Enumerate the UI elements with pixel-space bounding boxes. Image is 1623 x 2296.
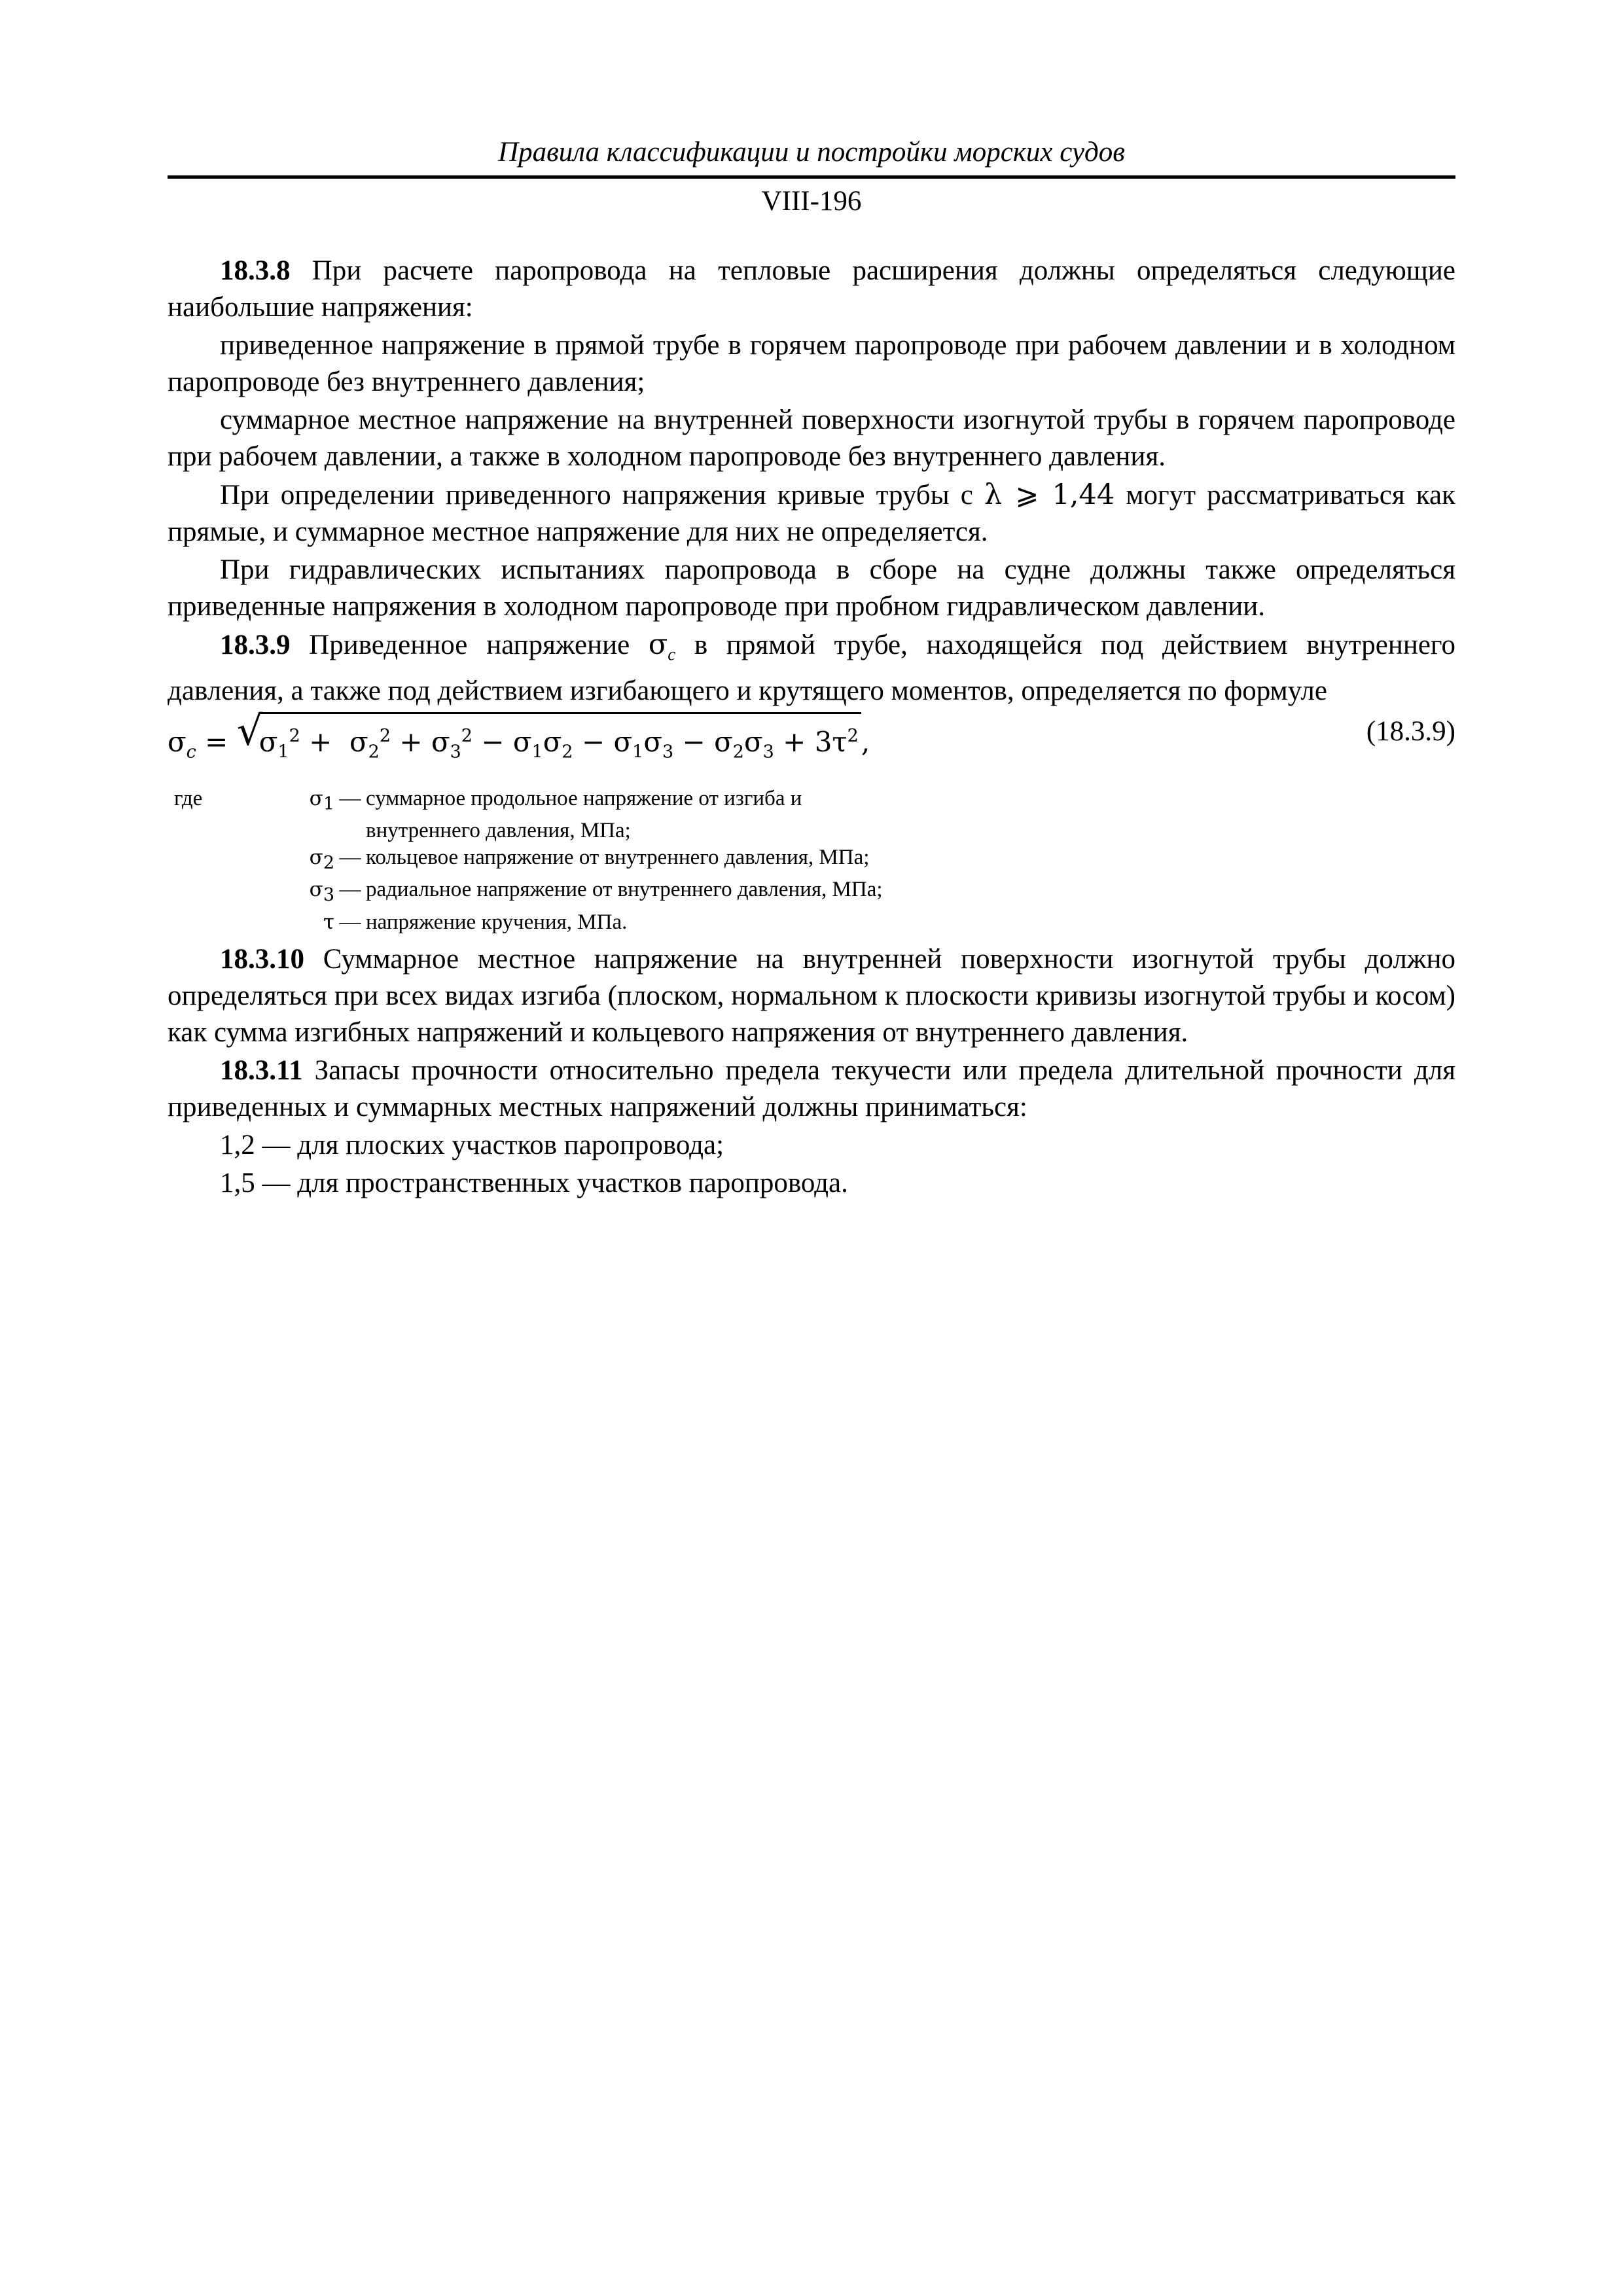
paragraph-18-3-11: 18.3.11 Запасы прочности относительно предела текучести или предела длительной прочности для приведенных и суммарных местных напряжений должны приниматься:	[168, 1055, 1455, 1122]
paragraph-18-3-9: 18.3.9 Приведенное напряжение $\sigma_c$ в прямой трубе, находящейся под действием внутреннего давления, а также под действием изгибающего и крутящего моментов, определяется по формуле	[168, 628, 1455, 706]
section-number: 18.3.9	[220, 630, 291, 660]
legend-item-continuation: внутреннего давления, МПа;	[366, 819, 631, 843]
square-root: √ $\sigma_1^2 + \sigma_2^2 + \sigma_3^2 - \sigma_1\sigma_2 - \sigma_1\sigma_3 - \sigma_2\sigma_3 + 3\tau^2$	[237, 712, 861, 772]
formula-18-3-9	[168, 707, 1455, 779]
section-18-3-8-and-18-3-9	[168, 253, 1455, 709]
paragraph-18-3-8-para4: При гидравлических испытаниях паропровода в сборе на судне должны также определяться приведенные напряжения в холодном паропроводе при пробном гидравлическом давлении.	[168, 554, 1455, 622]
paragraph-18-3-8-item1: приведенное напряжение в прямой трубе в горячем паропроводе при рабочем давлении и в холодном паропроводе без внутреннего давления;	[168, 330, 1455, 397]
lambda-condition: λ ⩾ 1,44	[984, 478, 1115, 511]
header-rule	[168, 175, 1455, 179]
sections-18-3-10-and-18-3-11	[168, 941, 1455, 1202]
paragraph-18-3-8-para3: При определении приведенного напряжения кривые трубы с λ ⩾ 1,44 могут рассматриваться как прямые, и суммарное местное напряжение для них не определяется.	[168, 478, 1455, 547]
paragraph-18-3-8-intro: 18.3.8 При расчете паропровода на тепловые расширения должны определяться следующие наибольшие напряжения:	[168, 255, 1455, 323]
paragraph-18-3-10: 18.3.10 Суммарное местное напряжение на внутренней поверхности изогнутой трубы должно определяться при всех видах изгиба (плоском, нормальном к плоскости кривизы изогнутой трубы и косом) как сумма изгибных напряжений и кольцевого напряжения от внутреннего давления.	[168, 944, 1455, 1048]
section-number: 18.3.8	[220, 255, 291, 286]
where-label: где	[174, 787, 203, 810]
legend-item: $\sigma_3$ — радиальное напряжение от внутреннего давления, МПа;	[309, 878, 883, 906]
legend-item: τ — напряжение кручения, МПа.	[323, 910, 628, 934]
formula-number: (18.3.9)	[1366, 716, 1455, 747]
legend-items	[302, 785, 1152, 936]
legend-item: $\sigma_1$ — суммарное продольное напряжение от изгиба и	[309, 787, 802, 815]
running-title: Правила классификации и постройки морских судов	[498, 137, 1125, 168]
section-number: 18.3.11	[220, 1055, 303, 1086]
paragraph-18-3-8-item2: суммарное местное напряжение на внутренней поверхности изогнутой трубы в горячем паропроводе при рабочем давлении, а также в холодном паропроводе без внутреннего давления.	[168, 404, 1455, 472]
legend-item: $\sigma_2$ — кольцевое напряжение от внутреннего давления, МПа;	[309, 846, 870, 874]
section-number: 18.3.10	[220, 944, 304, 975]
page-number: VIII-196	[761, 186, 862, 217]
paragraph-18-3-11-item2: 1,5 — для пространственных участков паропровода.	[220, 1168, 848, 1198]
formula-expression: $\sigma_c$ = √ $\sigma_1^2 + \sigma_2^2 + \sigma_3^2 - \sigma_1\sigma_2 - \sigma_1\sigma_3 - \sigma_2\sigma_3 + 3\tau^2$,	[168, 712, 870, 772]
paragraph-18-3-11-item1: 1,2 — для плоских участков паропровода;	[220, 1130, 724, 1160]
